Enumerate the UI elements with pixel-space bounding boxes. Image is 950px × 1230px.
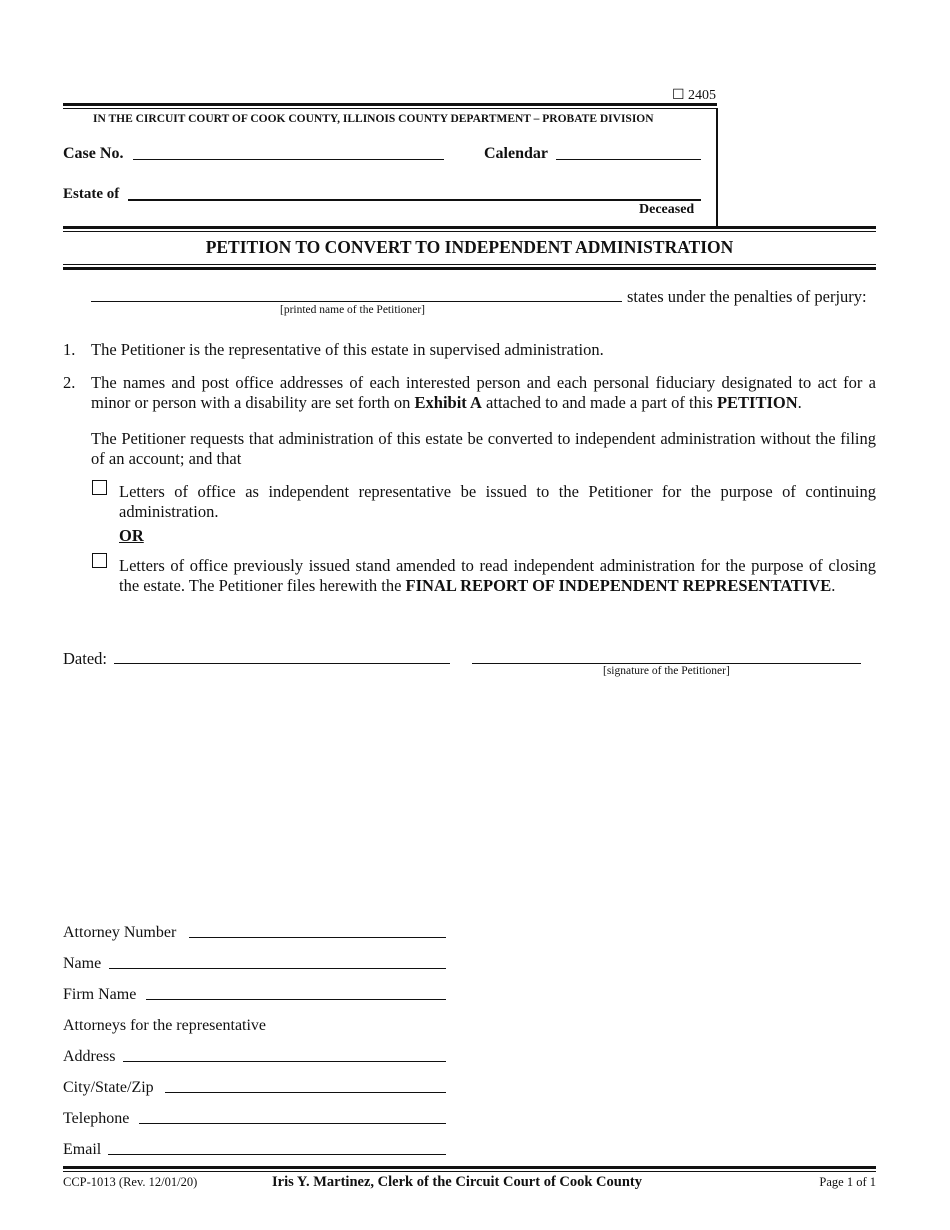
calendar-field[interactable] — [556, 159, 701, 160]
title-top-rule — [63, 226, 876, 229]
or-label: OR — [119, 526, 144, 545]
header-right-border — [716, 108, 718, 226]
footer-rule-thin — [63, 1171, 876, 1172]
form-code-checkbox-label: ☐ 2405 — [672, 88, 717, 103]
footer-rule — [63, 1166, 876, 1169]
calendar-label: Calendar — [484, 145, 548, 162]
case-no-label: Case No. — [63, 145, 124, 162]
request-paragraph: The Petitioner requests that administration of this estate be converted to independent administration without the filing of an account; and that — [91, 429, 876, 468]
email-field[interactable] — [108, 1154, 446, 1155]
dated-field[interactable] — [114, 663, 450, 664]
item-1-text: The Petitioner is the representative of this estate in supervised administration. — [91, 340, 604, 359]
signature-caption: [signature of the Petitioner] — [603, 665, 730, 677]
city-state-zip-label: City/State/Zip — [63, 1079, 154, 1096]
email-label: Email — [63, 1141, 102, 1158]
address-label: Address — [63, 1048, 116, 1065]
firm-name-field[interactable] — [146, 999, 446, 1000]
option-2-text: Letters of office previously issued stand amended to read independent administration for the purpose of closing the estate. The Petitioner files herewith the FINAL REPORT OF INDEPENDENT REPRESENTATIVE. — [119, 556, 876, 595]
signature-field[interactable] — [472, 663, 861, 664]
option-1-checkbox[interactable] — [92, 480, 107, 495]
title-top-rule-thin — [63, 231, 876, 232]
petitioner-name-field[interactable] — [91, 301, 622, 302]
header-top-rule — [63, 103, 717, 106]
court-name: IN THE CIRCUIT COURT OF COOK COUNTY, ILLINOIS COUNTY DEPARTMENT – PROBATE DIVISION — [93, 113, 654, 125]
document-title: PETITION TO CONVERT TO INDEPENDENT ADMINISTRATION — [205, 237, 734, 257]
firm-name-label: Firm Name — [63, 986, 137, 1003]
footer-clerk: Iris Y. Martinez, Clerk of the Circuit Court of Cook County — [272, 1174, 642, 1190]
footer-page-number: Page 1 of 1 — [819, 1175, 876, 1189]
city-state-zip-field[interactable] — [165, 1092, 446, 1093]
title-bottom-rule-thin — [63, 264, 876, 265]
telephone-label: Telephone — [63, 1110, 130, 1127]
dated-label: Dated: — [63, 649, 107, 668]
estate-of-field[interactable] — [128, 199, 701, 201]
deceased-label: Deceased — [639, 202, 695, 217]
case-no-field[interactable] — [133, 159, 444, 160]
telephone-field[interactable] — [139, 1123, 446, 1124]
address-field[interactable] — [123, 1061, 446, 1062]
item-2-number: 2. — [63, 373, 76, 392]
penalties-text: states under the penalties of perjury: — [627, 287, 867, 306]
name-label: Name — [63, 955, 102, 972]
title-bottom-rule — [63, 267, 876, 270]
petitioner-name-caption: [printed name of the Petitioner] — [280, 304, 425, 316]
attorneys-for-text: Attorneys for the representative — [63, 1017, 267, 1034]
option-2-checkbox[interactable] — [92, 553, 107, 568]
option-1-text: Letters of office as independent representative be issued to the Petitioner for the purpose of continuing administration. — [119, 482, 876, 521]
footer-form-id: CCP-1013 (Rev. 12/01/20) — [63, 1175, 198, 1189]
item-2-text: The names and post office addresses of each interested person and each personal fiduciary designated to act for a minor or person with a disability are set forth on Exhibit A attached to and made a part of this PETITION. — [91, 373, 876, 412]
attorney-number-label: Attorney Number — [63, 924, 177, 941]
estate-of-label: Estate of — [63, 186, 120, 202]
name-field[interactable] — [109, 968, 446, 969]
attorney-number-field[interactable] — [189, 937, 446, 938]
item-1-number: 1. — [63, 340, 76, 359]
header-top-rule-thin — [63, 108, 717, 109]
